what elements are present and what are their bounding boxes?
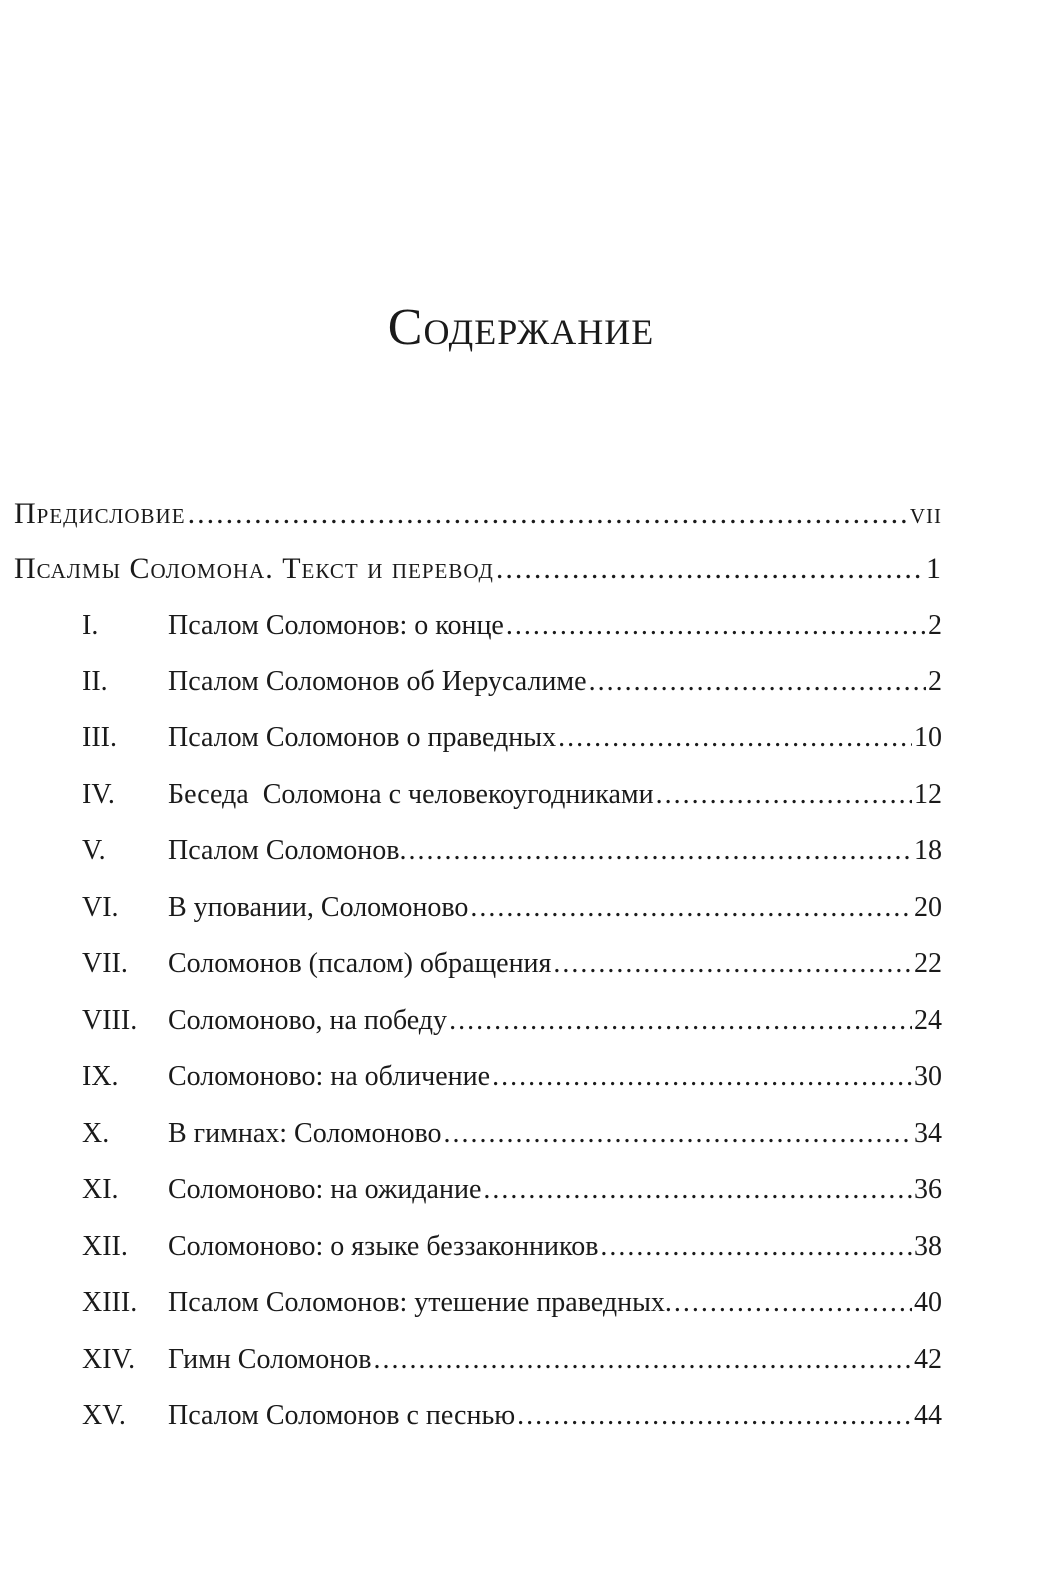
dot-leader: [506, 606, 926, 646]
toc-page-number: 22: [914, 948, 942, 979]
toc-page-number: 38: [914, 1231, 942, 1262]
dot-leader: [517, 1396, 912, 1436]
psalm-numeral: XI.: [82, 1174, 119, 1205]
dot-leader: [470, 888, 912, 928]
toc-psalm-entry[interactable]: [82, 1001, 942, 1041]
dot-leader: [656, 775, 912, 815]
toc-entry-label: Псалом Соломонов: утешение праведных.: [168, 1287, 672, 1318]
toc-entry-label: Соломоново, на победу: [168, 1005, 448, 1036]
toc-page-number: 10: [914, 722, 942, 753]
psalm-numeral: XII.: [82, 1231, 128, 1262]
toc-entry-psalms-text[interactable]: [14, 549, 942, 589]
toc-entry-label: В уповании, Соломоново: [168, 892, 469, 923]
toc-psalm-entry[interactable]: [82, 1340, 942, 1380]
toc-psalm-entry[interactable]: [82, 775, 942, 815]
dot-leader: [409, 831, 913, 871]
toc-entry-label: Соломонов (псалом) обращения: [168, 948, 552, 979]
toc-page-number: 20: [914, 892, 942, 923]
toc-entry-label: Псалом Соломонов: о конце: [168, 610, 504, 641]
dot-leader: [558, 718, 912, 758]
toc-page-number: vii: [909, 497, 942, 530]
toc-entry-label: Предисловие: [14, 497, 186, 530]
toc-psalm-entry[interactable]: [82, 944, 942, 984]
toc-page-number: 18: [914, 835, 942, 866]
psalm-numeral: X.: [82, 1118, 110, 1149]
psalm-numeral: III.: [82, 722, 117, 753]
dot-leader: [600, 1227, 912, 1267]
toc-entry-label: Псалмы Соломона. Текст и перевод: [14, 552, 494, 585]
toc-psalm-entry[interactable]: [82, 1170, 942, 1210]
psalm-numeral: II.: [82, 666, 108, 697]
psalm-numeral: VII.: [82, 948, 128, 979]
dot-leader: [496, 549, 924, 589]
toc-psalm-entry[interactable]: [82, 1114, 942, 1154]
toc-entry-label: Псалом Соломонов об Иерусалиме: [168, 666, 587, 697]
psalm-numeral: XIV.: [82, 1344, 136, 1375]
toc-psalm-entry[interactable]: [82, 662, 942, 702]
toc-page-number: 30: [914, 1061, 942, 1092]
toc-entry-label: Соломоново: на обличение: [168, 1061, 491, 1092]
toc-page-number: 42: [914, 1344, 942, 1375]
psalm-numeral: V.: [82, 835, 106, 866]
dot-leader: [188, 494, 908, 534]
dot-leader: [674, 1283, 912, 1323]
toc-psalm-entry[interactable]: [82, 1057, 942, 1097]
toc-page-number: 24: [914, 1005, 942, 1036]
toc-entry-label: Соломоново: на ожидание: [168, 1174, 482, 1205]
toc-entry-label: Гимн Соломонов: [168, 1344, 372, 1375]
toc-page-number: 1: [926, 552, 942, 585]
dot-leader: [444, 1114, 912, 1154]
psalm-numeral: I.: [82, 610, 99, 641]
toc-psalm-entry[interactable]: [82, 1396, 942, 1436]
dot-leader: [449, 1001, 912, 1041]
psalm-numeral: XIII.: [82, 1287, 138, 1318]
toc-psalm-entry[interactable]: [82, 606, 942, 646]
toc-entry-label: Соломоново: о языке беззаконников: [168, 1231, 599, 1262]
dot-leader: [492, 1057, 912, 1097]
toc-page-number: 2: [928, 666, 942, 697]
toc-entry-label: Псалом Соломонов.: [168, 835, 407, 866]
toc-page-number: 40: [914, 1287, 942, 1318]
toc-psalm-entry[interactable]: [82, 718, 942, 758]
toc-page-number: 12: [914, 779, 942, 810]
toc-psalm-entry[interactable]: [82, 831, 942, 871]
toc-entry-label: В гимнах: Соломоново: [168, 1118, 442, 1149]
toc-psalm-entry[interactable]: [82, 888, 942, 928]
toc-page-number: 36: [914, 1174, 942, 1205]
dot-leader: [589, 662, 926, 702]
page-title: Содержание: [387, 299, 655, 356]
psalm-numeral: XV.: [82, 1400, 126, 1431]
toc-page-number: 34: [914, 1118, 942, 1149]
toc-entry-label: Псалом Соломонов с песнью: [168, 1400, 516, 1431]
toc-psalm-entry[interactable]: [82, 1283, 942, 1323]
toc-entry-preface[interactable]: [14, 494, 942, 534]
toc-psalm-entry[interactable]: [82, 1227, 942, 1267]
psalm-numeral: VI.: [82, 892, 119, 923]
toc-page-number: 2: [928, 610, 942, 641]
toc-page-number: 44: [914, 1400, 942, 1431]
dot-leader: [373, 1340, 912, 1380]
toc-entry-label: Беседа Соломона с человекоугодниками: [168, 779, 654, 810]
psalm-numeral: IX.: [82, 1061, 119, 1092]
dot-leader: [553, 944, 912, 984]
dot-leader: [483, 1170, 912, 1210]
psalm-numeral: VIII.: [82, 1005, 138, 1036]
psalm-numeral: IV.: [82, 779, 115, 810]
toc-entry-label: Псалом Соломонов о праведных: [168, 722, 557, 753]
